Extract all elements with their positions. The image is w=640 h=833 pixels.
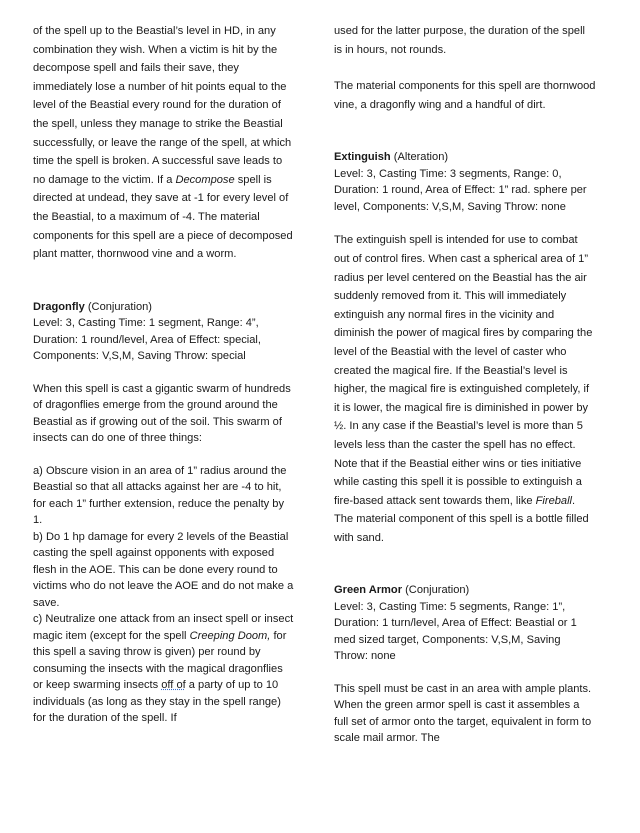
dragonfly-option-c (33, 611, 295, 727)
green-armor-description: This spell must be cast in an area with ample plants. When the green armor spell is cast it assembles a full set of armor onto the target, equivalent in form to scale mail armor. The (334, 682, 592, 745)
spacer (334, 215, 596, 231)
spacer (334, 114, 596, 149)
spacer (334, 547, 596, 582)
extinguish-description (334, 231, 596, 547)
extinguish-title: Extinguish (334, 151, 391, 164)
extinguish-italic: Fireball (535, 494, 573, 507)
decompose-text-1: of the spell up to the Beastial’s level in HD, in any combination they wish. When a victim is hit by the decompose spell and fails their save, they immediately lose a number of hit points equal to the level of the Beastial every round for the duration of the spell, unless they manage to strike the Beastial successfully, or leave the range of the spell, at which time the spell is broken. A successful save leads to no damage to the victim. If a (33, 25, 292, 186)
green-armor-title: Green Armor (334, 584, 403, 597)
spacer (33, 264, 295, 299)
extinguish-text-2: . The material component of this spell is a bottle filled with sand. (334, 494, 589, 544)
dragonfly-title: Dragonfly (33, 300, 85, 313)
green-armor-stats: Level: 3, Casting Time: 5 segments, Range: 1”, Duration: 1 turn/level, Area of Effect: Beastial or 1 med sized target, Components: V,S,M, Saving Throw: none (334, 600, 577, 663)
dragonfly-school: (Conjuration) (84, 300, 152, 313)
extinguish-school: (Alteration) (390, 151, 449, 164)
option-c-text-3: a party of up to 10 individuals (as long as they stay in the spell range) for the duration of the spell. If (33, 679, 281, 725)
dragonfly-option-a: a) Obscure vision in an area of 1” radius around the Beastial so that all attacks against her are -4 to hit, for each 1” further extension, reduce the penalty by 1. (33, 464, 287, 527)
dragonfly-continuation: used for the latter purpose, the duration of the spell is in hours, not rounds. (334, 25, 586, 56)
green-armor-school: (Conjuration) (402, 584, 470, 597)
extinguish-stats: Level: 3, Casting Time: 3 segments, Range: 0, Duration: 1 round, Area of Effect: 1” rad. sphere per level, Components: V,S,M, Saving Throw: none (334, 167, 587, 213)
spacer (334, 665, 596, 681)
option-c-text-2: for this spell a saving throw is given) per round by consuming the insects with the magical dragonflies or keep swarming insects (33, 629, 287, 692)
dragonfly-spell (33, 299, 295, 727)
option-c-text-1: c) Neutralize one attack from an insect spell or insect magic item (except for the spell (33, 613, 294, 642)
green-armor-heading (334, 582, 596, 599)
dragonfly-option-b: b) Do 1 hp damage for every 2 levels of the Beastial casting the spell against opponents with exposed flesh in the AOE. This can be done every round to victims who do not leave the AOE and do not make a save. (33, 530, 294, 609)
option-c-underlined: off of (161, 679, 186, 692)
left-column (33, 22, 295, 727)
dragonfly-stats: Level: 3, Casting Time: 1 segment, Range: 4”, Duration: 1 round/level, Area of Effect: special, Components: V,S,M, Saving Throw: special (33, 317, 261, 363)
dragonfly-components: The material components for this spell are thornwood vine, a dragonfly wing and a handful of dirt. (334, 80, 596, 111)
decompose-italic: Decompose (175, 173, 235, 186)
option-c-italic: Creeping Doom, (189, 629, 271, 642)
spacer (33, 447, 295, 463)
extinguish-text-1: The extinguish spell is intended for use to combat out of control fires. When cast a spherical area of 1” radius per level centered on the Beastial has the air suddenly removed from it. This will immediately extinguish any normal fires in the vicinity and diminish the power of magical fires by comparing the level of the Beastial with the level of caster who created the magical fire. If the Beastial’s level is higher, the magical fire is extinguished completely, if it is lower, the magical fire is diminished in power by ½. In any case if the Beastial’s level is more than 5 levels less than the caster the spell has no effect. Note that if the Beastial either wins or ties initiative while casting this spell it is possible to extinguish a fire-based attack sent towards them, like (334, 234, 593, 507)
spacer (334, 59, 596, 77)
dragonfly-heading (33, 299, 295, 316)
right-column (334, 22, 596, 747)
decompose-text-2: spell is directed at undead, they save at -1 for every level of the Beastial, to a maximum of -4. The material components for this spell are a piece of decomposed plant matter, thornwood vine and a worm. (33, 173, 293, 261)
green-armor-spell (334, 582, 596, 747)
spacer (33, 365, 295, 381)
extinguish-spell (334, 149, 596, 215)
extinguish-heading (334, 149, 596, 166)
decompose-continuation (33, 22, 295, 264)
dragonfly-description: When this spell is cast a gigantic swarm of hundreds of dragonflies emerge from the ground around the Beastial as if growing out of the soil. This swarm of insects can do one of three things: (33, 382, 291, 445)
